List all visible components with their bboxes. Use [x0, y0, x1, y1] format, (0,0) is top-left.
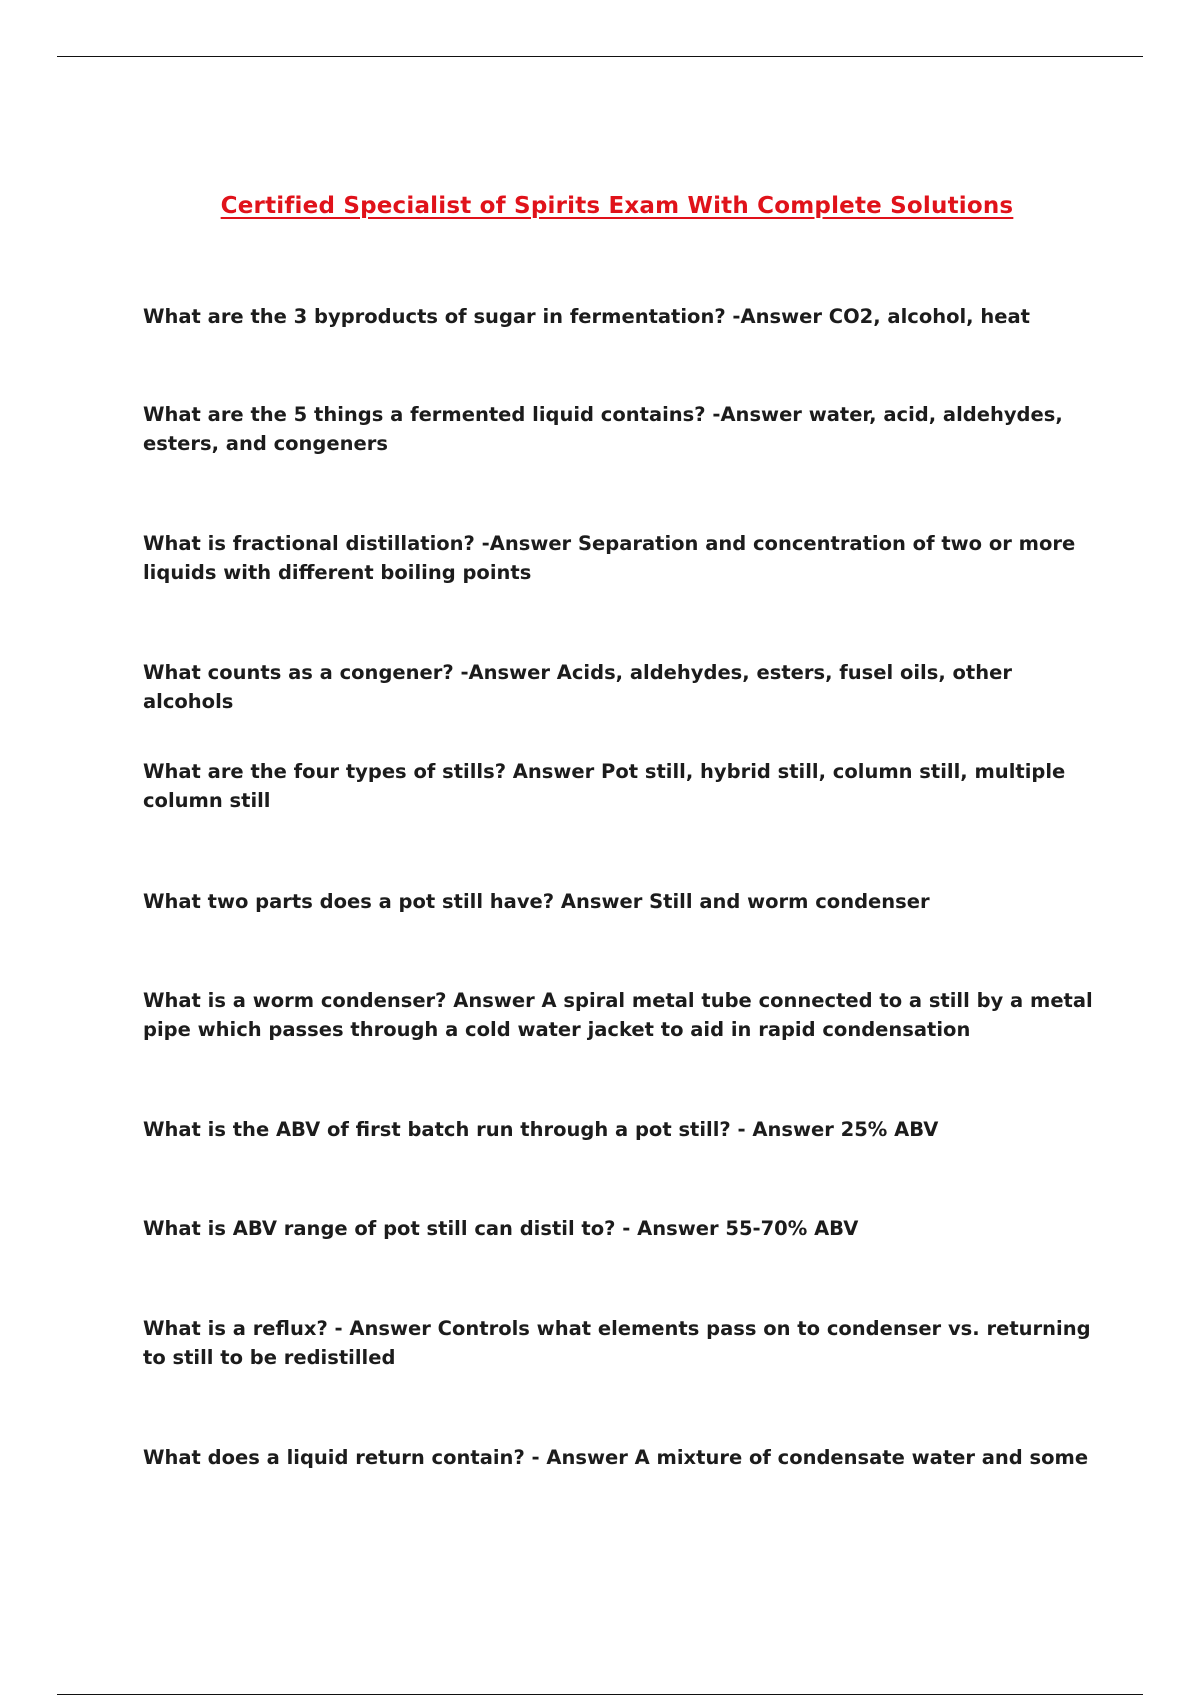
qa-item-7: [143, 986, 1098, 1044]
question-text: What counts as a congener? -Answer: [143, 661, 550, 684]
question-text: What is a reflux? - Answer: [143, 1317, 431, 1340]
document-title: Certified Specialist of Spirits Exam With Complete Solutions: [220, 193, 1014, 219]
answer-text: 25% ABV: [840, 1118, 939, 1141]
question-text: What is ABV range of pot still can distil to? - Answer: [143, 1217, 719, 1240]
answer-text: A mixture of condensate water and some: [634, 1446, 1089, 1469]
qa-item-1: [143, 302, 1098, 331]
question-text: What are the four types of stills? Answer: [143, 760, 595, 783]
answer-text: 55-70% ABV: [725, 1217, 859, 1240]
answer-text: A spiral metal tube connected to a still by a metal pipe which passes through a cold water jacket to aid in rapid condensation: [143, 989, 1093, 1041]
qa-item-10: [143, 1314, 1098, 1372]
answer-text: Pot still, hybrid still, column still, multiple column still: [143, 760, 1066, 812]
qa-item-11: [143, 1443, 1098, 1472]
question-text: What two parts does a pot still have? Answer: [143, 890, 643, 913]
answer-text: Still and worm condenser: [649, 890, 930, 913]
answer-text: CO2, alcohol, heat: [828, 305, 1030, 328]
answer-text: Acids, aldehydes, esters, fusel oils, other alcohols: [143, 661, 1012, 713]
question-text: What is fractional distillation? -Answer: [143, 532, 572, 555]
answer-text: water, acid, aldehydes, esters, and congeners: [143, 403, 1063, 455]
question-text: What is the ABV of first batch run through a pot still? - Answer: [143, 1118, 834, 1141]
qa-item-3: [143, 529, 1098, 587]
qa-item-2: [143, 400, 1098, 458]
top-rule: [57, 56, 1143, 57]
question-text: What are the 5 things a fermented liquid contains? -Answer: [143, 403, 802, 426]
qa-item-8: [143, 1115, 1098, 1144]
question-text: What does a liquid return contain? - Answer: [143, 1446, 628, 1469]
question-text: What is a worm condenser? Answer: [143, 989, 535, 1012]
answer-text: Controls what elements pass on to condenser vs. returning to still to be redistilled: [143, 1317, 1091, 1369]
qa-item-6: [143, 887, 1098, 916]
answer-text: Separation and concentration of two or more liquids with different boiling points: [143, 532, 1076, 584]
qa-item-9: [143, 1214, 1098, 1243]
qa-item-4: [143, 658, 1098, 716]
bottom-rule: [57, 1694, 1143, 1695]
qa-item-5: [143, 757, 1098, 815]
question-text: What are the 3 byproducts of sugar in fermentation? -Answer: [143, 305, 822, 328]
